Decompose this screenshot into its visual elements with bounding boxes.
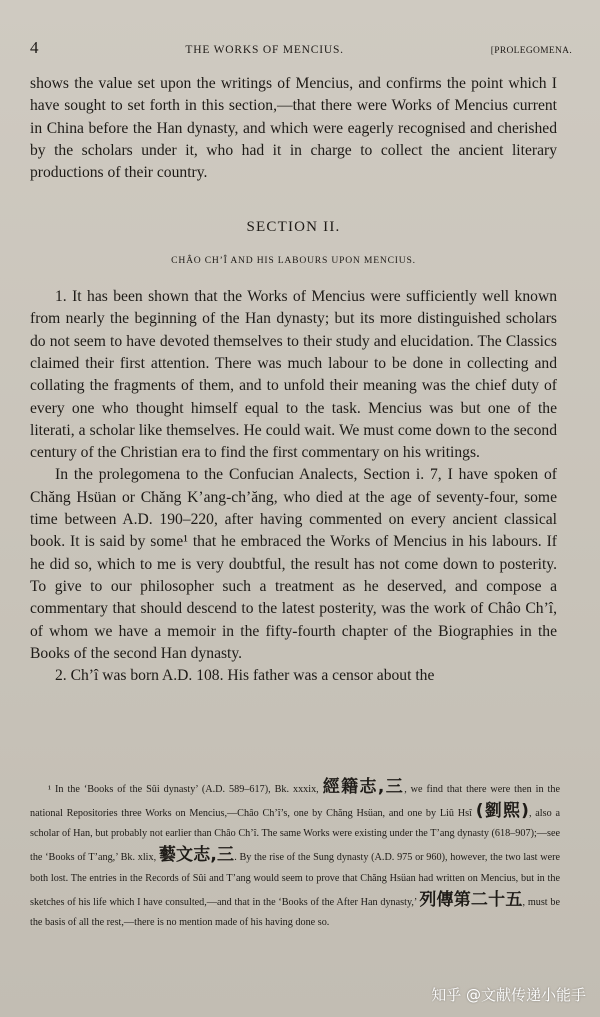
- intro-paragraph: shows the value set upon the writings of Mencius, and confirms the point which I have sought to set forth in this section,—that there were Works of Mencius current in China before the Han dynasty, and which were eagerly recognised and cherished by the scholars under it, who had it in charge to collect the ancient literary productions of their country.: [30, 75, 557, 182]
- watermark: 知乎 @文献传递小能手: [431, 986, 586, 1004]
- footnote-text: , also a scholar of Han, but probably not earlier than Châo Ch’î. The same Works were existing under the T’ang dynasty (618–907);—see the ‘Books of T’ang,’ Bk. xlix,: [30, 807, 560, 864]
- running-section: [PROLEGOMENA.: [490, 46, 572, 56]
- paragraph-2: In the prolegomena to the Confucian Analects, Section i. 7, I have spoken of Chăng Hsüan or Chăng K’ang-ch’ăng, who died at the age of seventy-four, some time between A.D. 190–220, after having commented on every ancient classical book. It is said by some¹ that he embraced the Works of Mencius in his labours. If he did so, which to me is very doubtful, the result has not come down to posterity. To give to our philosopher such a treatment as he deserved, and compose a commentary that should descend to the latest posterity, was the work of Châo Ch’î, of whom we have a memoir in the fifty-fourth chapter of the Biographies in the Books of the second Han dynasty.: [30, 466, 557, 662]
- chinese-characters: 經籍志,三: [322, 777, 405, 797]
- footnote-text: , must be the basis of all the rest,—there is no mention made of his having done so.: [30, 896, 561, 929]
- chinese-characters: 藝文志,三: [158, 845, 235, 866]
- paragraph-1: 1. It has been shown that the Works of Mencius were sufficiently well known from nearly the beginning of the Han dynasty; but its more distinguished scholars do not seem to have devoted themselves to their study and elucidation. The Classics claimed their first attention. There was much labour to be done in collecting and collating the fragments of them, and to unfold their meaning was the chief duty of every one who thought himself equal to the task. Mencius was but one of the literati, a scholar like themselves. He could wait. We must come down to the second century of the Christian era to find the first commentary on his writings.: [30, 288, 557, 462]
- running-head: [30, 38, 572, 58]
- footnotes: [30, 777, 560, 934]
- footnote-1: [30, 777, 560, 934]
- section-title: SECTION II.: [246, 219, 341, 236]
- paragraph-3: 2. Ch’î was born A.D. 108. His father was a censor about the: [55, 667, 435, 685]
- section-subtitle: CHÂO CH’Î AND HIS LABOURS UPON MENCIUS.: [171, 254, 416, 266]
- chinese-characters: (劉熙): [475, 800, 529, 821]
- footnote-text: , we find that there were then in the national Repositories three Works on Mencius,—Châo Ch’î’s, one by Chăng Hsüan, and one by Liû Hsî: [30, 784, 560, 819]
- main-text: [30, 73, 557, 687]
- page-number: 4: [30, 38, 39, 57]
- footnote-text: . By the rise of the Sung dynasty (A.D. 975 or 960), however, the two last were both lost. The entries in the Records of Sûi and T’ang would seem to prove that Chăng Hsüan had written on Mencius, but in the sketches of his life which I have consulted,—and that in the ‘Books of the After Han dynasty,’: [30, 852, 561, 908]
- footnote-text: ¹ In the ‘Books of the Sûi dynasty’ (A.D. 589–617), Bk. xxxix,: [48, 784, 319, 795]
- running-title: THE WORKS OF MENCIUS.: [185, 44, 344, 56]
- chinese-characters: 列傳第二十五: [419, 889, 523, 910]
